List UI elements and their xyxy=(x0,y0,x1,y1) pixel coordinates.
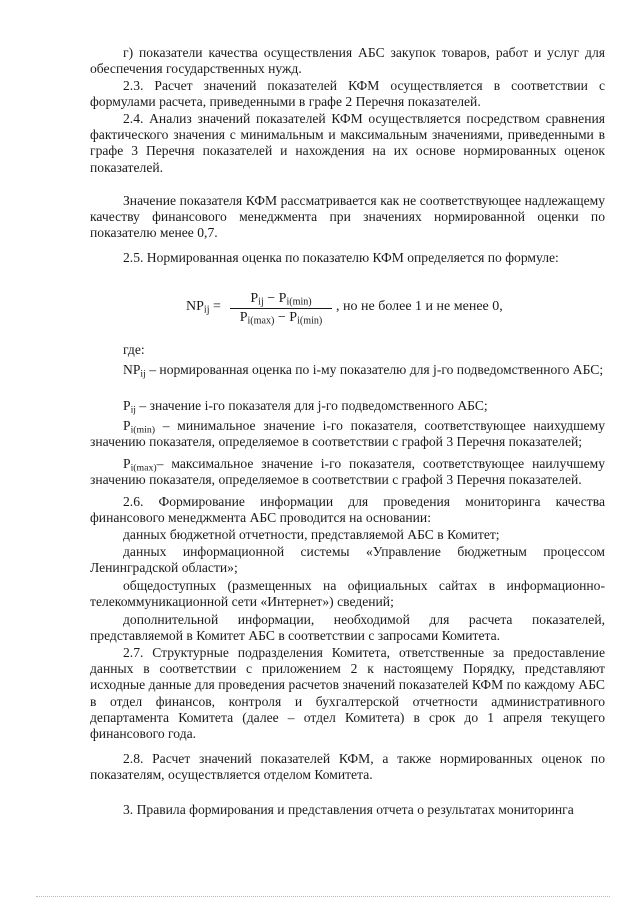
paragraph-item-g: г) показатели качества осуществления АБС закупок товаров, работ и услуг для обеспечения государственных нужд. xyxy=(90,45,605,77)
definition-p-min: $P_{i(min)}$ – минимальное значение i-го показателя, соответствующее наихудшему значению показателя, определяемое в соответствии с графой 3 Перечня показателей; xyxy=(90,418,605,450)
definition-np: $NP_{ij}$ – нормированная оценка по i-му показателю для j-го подведомственного АБС; xyxy=(123,362,604,380)
paragraph-2-5: 2.5. Нормированная оценка по показателю КФМ определяется по формуле: xyxy=(123,250,559,265)
paragraph-2-8: 2.8. Расчет значений показателей КФМ, а также нормированных оценок по показателям, осуществляется отделом Комитета. xyxy=(90,751,605,783)
formula-lhs: $NP_{ij}$ = xyxy=(186,299,221,316)
formula-condition: , но не более 1 и не менее 0, xyxy=(336,299,503,314)
paragraph-2-3: 2.3. Расчет значений показателей КФМ осуществляется в соответствии с формулами расчета, приведенными в графе 2 Перечня показателей. xyxy=(90,78,605,110)
source-additional-info: дополнительной информации, необходимой для расчета показателей, представляемой в Комитет АБС в соответствии с запросами Комитета. xyxy=(90,612,605,644)
fraction-bar xyxy=(230,308,332,309)
formula-denominator: $P_{i(max)} - P_{i(min)}$ xyxy=(239,310,323,327)
definition-p-max: $P_{i(max)}-$ максимальное значение i-го показателя, соответствующее наилучшему значению показателя, определяемое в соответствии с графой 3 Перечня показателей. xyxy=(90,456,605,488)
section-3-heading: 3. Правила формирования и представления отчета о результатах мониторинга xyxy=(123,802,574,817)
paragraph-threshold: Значение показателя КФМ рассматривается как не соответствующее надлежащему качеству финансового менеджмента при значениях нормированной оценки по показателю менее 0,7. xyxy=(90,193,605,241)
paragraph-2-7: 2.7. Структурные подразделения Комитета, ответственные за предоставление данных в соответствии с приложением 2 к настоящему Порядку, представляют исходные данные для проведения расчетов значений показателей КФМ по каждому АБС в отдел финансов, контроля и бухгалтерской отчетности административного департамента Комитета (далее – отдел Комитета) в срок до 1 апреля текущего финансового года. xyxy=(90,645,605,742)
paragraph-2-4: 2.4. Анализ значений показателей КФМ осуществляется посредством сравнения фактического значения с минимальным и максимальным значениями, приведенными в графе 3 Перечня показателей и нахождения на их основе нормированных оценок показателей. xyxy=(90,111,605,175)
paragraph-2-6: 2.6. Формирование информации для проведения мониторинга качества финансового менеджмента АБС проводится на основании: xyxy=(90,494,605,526)
formula-fraction xyxy=(230,291,332,326)
source-budget-reporting: данных бюджетной отчетности, представляемой АБС в Комитет; xyxy=(123,527,500,542)
scan-edge-artifact xyxy=(36,896,610,897)
definition-p-ij: $P_{ij}$ – значение i-го показателя для j-го подведомственного АБС; xyxy=(123,398,488,416)
paragraph-where: где: xyxy=(123,342,145,357)
source-public-info: общедоступных (размещенных на официальных сайтах в информационно-телекоммуникационной сети «Интернет») сведений; xyxy=(90,578,605,610)
formula-numerator: $P_{ij} - P_{i(min)}$ xyxy=(250,291,312,308)
source-information-system: данных информационной системы «Управление бюджетным процессом Ленинградской области»; xyxy=(90,544,605,576)
